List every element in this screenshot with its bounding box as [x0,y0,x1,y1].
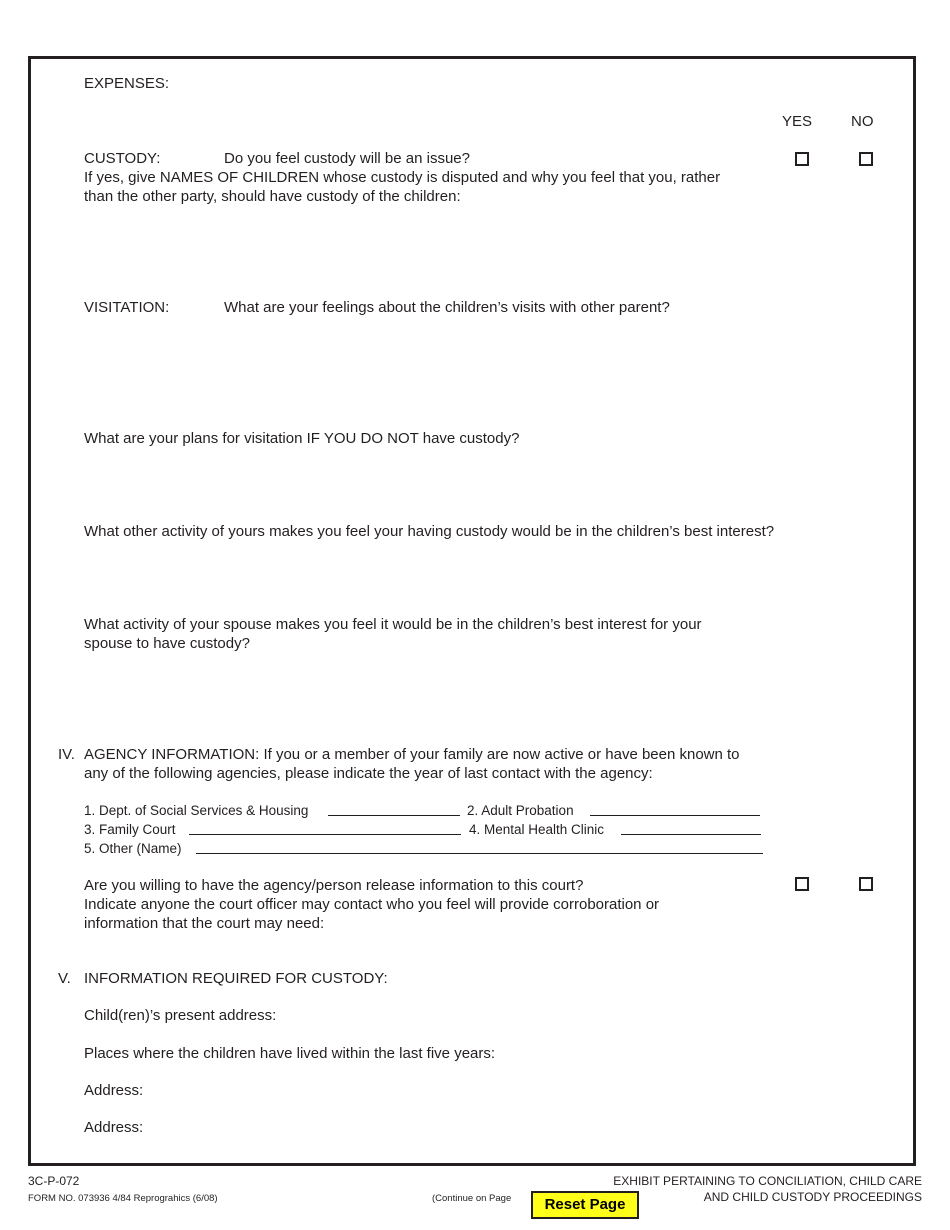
agency-line-1: AGENCY INFORMATION: If you or a member of your family are now active or have been known to [84,746,740,763]
agency-probation-year-field[interactable] [590,815,760,816]
places-lived-label: Places where the children have lived within the last five years: [84,1045,496,1062]
agency-family-court-year-field[interactable] [189,834,461,835]
exhibit-title-line-1: EXHIBIT PERTAINING TO CONCILIATION, CHILD CARE [613,1174,922,1188]
agency-line-2: any of the following agencies, please indicate the year of last contact with the agency: [84,765,653,782]
no-column-header: NO [851,113,874,130]
agency-other-name-field[interactable] [196,853,763,854]
custody-label: CUSTODY: [84,150,161,167]
custody-line-1: If yes, give NAMES OF CHILDREN whose custody is disputed and why you feel that you, rather [84,169,721,186]
address-label-1: Address: [84,1082,144,1099]
agency-section-numeral: IV. [58,746,75,763]
custody-info-heading: INFORMATION REQUIRED FOR CUSTODY: [84,970,388,987]
visitation-question: What are your feelings about the children’s visits with other parent? [224,299,670,316]
agency-dss-year-field[interactable] [328,815,460,816]
agency-item-other: 5. Other (Name) [84,841,182,856]
release-question: Are you willing to have the agency/person release information to this court? [84,877,584,894]
spouse-question-line-1: What activity of your spouse makes you feel it would be in the children’s best interest for your [84,616,702,633]
form-code: 3C-P-072 [28,1174,80,1188]
release-yes-checkbox[interactable] [795,877,809,891]
agency-item-probation: 2. Adult Probation [467,803,574,818]
form-number: FORM NO. 073936 4/84 Reprograhics (6/08) [28,1193,218,1204]
exhibit-title-line-2: AND CHILD CUSTODY PROCEEDINGS [703,1190,922,1204]
form-border [28,56,916,1166]
agency-mental-health-year-field[interactable] [621,834,761,835]
custody-no-checkbox[interactable] [859,152,873,166]
release-line-2: Indicate anyone the court officer may contact who you feel will provide corroboration or [84,896,660,913]
continue-note: (Continue on Page [432,1193,512,1204]
address-label-2: Address: [84,1119,144,1136]
custody-question: Do you feel custody will be an issue? [224,150,470,167]
custody-line-2: than the other party, should have custody of the children: [84,188,461,205]
present-address-label: Child(ren)’s present address: [84,1007,277,1024]
agency-item-dss: 1. Dept. of Social Services & Housing [84,803,309,818]
release-no-checkbox[interactable] [859,877,873,891]
activity-question: What other activity of yours makes you feel your having custody would be in the children’s best interest? [84,523,775,540]
custody-yes-checkbox[interactable] [795,152,809,166]
visitation-plans-question: What are your plans for visitation IF YOU DO NOT have custody? [84,430,520,447]
expenses-label: EXPENSES: [84,75,170,92]
custody-info-section-numeral: V. [58,970,71,987]
release-line-3: information that the court may need: [84,915,325,932]
agency-item-family-court: 3. Family Court [84,822,176,837]
yes-column-header: YES [782,113,813,130]
agency-item-mental-health: 4. Mental Health Clinic [469,822,605,837]
spouse-question-line-2: spouse to have custody? [84,635,250,652]
reset-page-button[interactable]: Reset Page [531,1191,639,1219]
visitation-label: VISITATION: [84,299,170,316]
